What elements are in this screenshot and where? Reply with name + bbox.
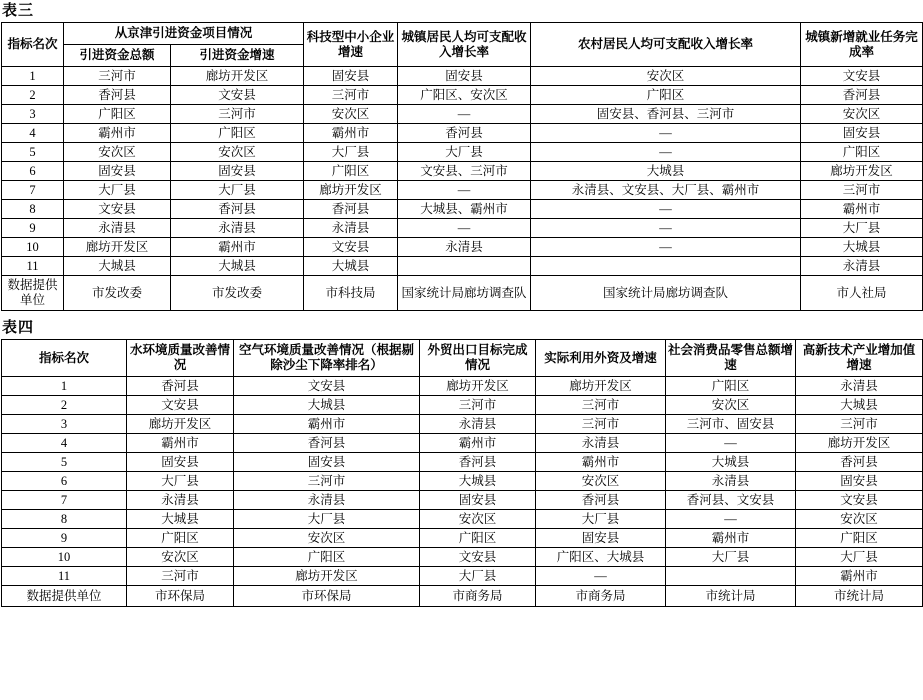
table-row (2, 472, 923, 491)
rank-cell: 4 (2, 434, 127, 453)
cell: — (536, 567, 666, 586)
cell: 安次区 (666, 396, 796, 415)
source-cell: 市环保局 (234, 586, 420, 607)
cell: 广阳区 (801, 143, 923, 162)
cell: 大城县 (127, 510, 234, 529)
source-cell: 市科技局 (304, 276, 398, 311)
cell: 大厂县 (420, 567, 536, 586)
cell: 大城县 (420, 472, 536, 491)
rank-cell: 10 (2, 548, 127, 567)
cell: 霸州市 (304, 124, 398, 143)
cell: 广阳区、大城县 (536, 548, 666, 567)
cell: 霸州市 (234, 415, 420, 434)
cell: 广阳区 (304, 162, 398, 181)
table-spacer (0, 311, 923, 317)
table-row (2, 124, 923, 143)
cell: 香河县 (801, 86, 923, 105)
rank-cell: 3 (2, 105, 64, 124)
table4-body (2, 377, 923, 607)
source-cell: 市统计局 (666, 586, 796, 607)
table-row (2, 181, 923, 200)
source-cell: 市人社局 (801, 276, 923, 311)
cell: 永清县 (796, 377, 923, 396)
cell: 廊坊开发区 (304, 181, 398, 200)
table-row (2, 162, 923, 181)
cell: 固安县 (420, 491, 536, 510)
rank-cell: 11 (2, 257, 64, 276)
table-row (2, 86, 923, 105)
cell: 廊坊开发区 (64, 238, 171, 257)
cell: 安次区 (801, 105, 923, 124)
cell: 霸州市 (64, 124, 171, 143)
cell: — (531, 124, 801, 143)
cell: 安次区 (127, 548, 234, 567)
cell: 三河市 (801, 181, 923, 200)
rank-cell: 2 (2, 86, 64, 105)
cell: 固安县 (171, 162, 304, 181)
cell: 三河市 (304, 86, 398, 105)
cell: — (531, 219, 801, 238)
cell: 安次区 (531, 67, 801, 86)
cell: 三河市 (420, 396, 536, 415)
cell: 大城县 (796, 396, 923, 415)
source-cell: 市商务局 (536, 586, 666, 607)
table3 (1, 22, 923, 311)
cell: — (666, 434, 796, 453)
table-row (2, 67, 923, 86)
table3-col-funding-total: 引进资金总额 (64, 45, 171, 67)
cell: 大厂县 (234, 510, 420, 529)
cell: 大城县 (171, 257, 304, 276)
document-page (0, 2, 923, 607)
rank-cell: 9 (2, 529, 127, 548)
table-row (2, 434, 923, 453)
cell: 霸州市 (420, 434, 536, 453)
table-row (2, 491, 923, 510)
cell: 永清县 (536, 434, 666, 453)
cell: 大厂县 (171, 181, 304, 200)
cell (531, 257, 801, 276)
cell: 霸州市 (801, 200, 923, 219)
cell: 大城县 (304, 257, 398, 276)
rank-cell: 8 (2, 200, 64, 219)
rank-cell: 5 (2, 453, 127, 472)
cell: 三河市 (64, 67, 171, 86)
cell: 文安县 (304, 238, 398, 257)
cell: 大厂县 (64, 181, 171, 200)
table4-col-fdi: 实际利用外资及增速 (536, 340, 666, 377)
table3-source-row (2, 276, 923, 311)
cell: 固安县 (801, 124, 923, 143)
cell: 三河市 (171, 105, 304, 124)
rank-cell: 7 (2, 491, 127, 510)
cell: 霸州市 (171, 238, 304, 257)
cell (666, 567, 796, 586)
cell: 大厂县 (127, 472, 234, 491)
cell: 大城县 (801, 238, 923, 257)
cell: 固安县 (796, 472, 923, 491)
cell: 廊坊开发区 (171, 67, 304, 86)
cell: — (398, 219, 531, 238)
cell: — (531, 238, 801, 257)
cell: 永清县 (171, 219, 304, 238)
rank-cell: 1 (2, 377, 127, 396)
cell: 广阳区 (127, 529, 234, 548)
cell: 永清县、文安县、大厂县、霸州市 (531, 181, 801, 200)
source-cell: 市统计局 (796, 586, 923, 607)
cell: 香河县 (398, 124, 531, 143)
cell: 永清县 (304, 219, 398, 238)
rank-cell: 3 (2, 415, 127, 434)
cell: 大城县、霸州市 (398, 200, 531, 219)
rank-cell: 2 (2, 396, 127, 415)
cell: 廊坊开发区 (420, 377, 536, 396)
cell: 霸州市 (127, 434, 234, 453)
cell: 香河县 (234, 434, 420, 453)
cell: 香河县 (304, 200, 398, 219)
cell: 永清县 (127, 491, 234, 510)
cell: 大城县 (666, 453, 796, 472)
cell: 廊坊开发区 (234, 567, 420, 586)
cell: 固安县 (127, 453, 234, 472)
cell: 广阳区 (64, 105, 171, 124)
cell: 三河市 (127, 567, 234, 586)
table-row (2, 396, 923, 415)
cell: 三河市 (234, 472, 420, 491)
table-row (2, 453, 923, 472)
table3-head (2, 23, 923, 67)
cell: 大厂县 (304, 143, 398, 162)
source-cell: 市环保局 (127, 586, 234, 607)
cell: 文安县 (420, 548, 536, 567)
cell: 文安县 (64, 200, 171, 219)
cell: 永清县 (234, 491, 420, 510)
table3-col-funding-growth: 引进资金增速 (171, 45, 304, 67)
cell: — (398, 181, 531, 200)
cell: 廊坊开发区 (796, 434, 923, 453)
rank-cell: 7 (2, 181, 64, 200)
cell: 广阳区 (666, 377, 796, 396)
cell: 文安县 (796, 491, 923, 510)
cell: 广阳区 (171, 124, 304, 143)
cell: 香河县 (536, 491, 666, 510)
cell: 三河市、固安县 (666, 415, 796, 434)
cell: 廊坊开发区 (801, 162, 923, 181)
table-row (2, 200, 923, 219)
cell: 大厂县 (801, 219, 923, 238)
cell: 香河县 (64, 86, 171, 105)
cell: 大厂县 (398, 143, 531, 162)
source-label: 数据提供单位 (2, 586, 127, 607)
cell: 廊坊开发区 (536, 377, 666, 396)
cell: 安次区 (64, 143, 171, 162)
cell: — (398, 105, 531, 124)
cell: 大厂县 (536, 510, 666, 529)
cell: 广阳区 (531, 86, 801, 105)
cell: 大厂县 (666, 548, 796, 567)
source-cell: 市发改委 (171, 276, 304, 311)
table-row (2, 219, 923, 238)
table4-caption: 表四 (2, 319, 35, 336)
table4-header-row (2, 340, 923, 377)
cell: 文安县 (171, 86, 304, 105)
cell: — (531, 143, 801, 162)
table3-header-row-1 (2, 23, 923, 45)
table4 (1, 339, 923, 607)
source-cell: 市发改委 (64, 276, 171, 311)
cell: 永清县 (64, 219, 171, 238)
cell: 安次区 (420, 510, 536, 529)
cell: 固安县、香河县、三河市 (531, 105, 801, 124)
cell: 固安县 (234, 453, 420, 472)
cell: 三河市 (536, 415, 666, 434)
cell: 安次区 (171, 143, 304, 162)
rank-cell: 6 (2, 472, 127, 491)
table4-col-retail: 社会消费品零售总额增速 (666, 340, 796, 377)
source-cell: 国家统计局廊坊调查队 (398, 276, 531, 311)
cell: 广阳区、安次区 (398, 86, 531, 105)
table-row (2, 143, 923, 162)
cell: 永清县 (398, 238, 531, 257)
cell: 大城县 (64, 257, 171, 276)
cell: — (666, 510, 796, 529)
table4-col-export: 外贸出口目标完成情况 (420, 340, 536, 377)
cell: 香河县、文安县 (666, 491, 796, 510)
cell: 广阳区 (420, 529, 536, 548)
table4-col-hightech: 高新技术产业增加值增速 (796, 340, 923, 377)
cell: — (531, 200, 801, 219)
cell: 永清县 (666, 472, 796, 491)
cell: 广阳区 (796, 529, 923, 548)
table-row (2, 510, 923, 529)
cell: 大厂县 (796, 548, 923, 567)
cell: 固安县 (64, 162, 171, 181)
table-row (2, 257, 923, 276)
table-row (2, 567, 923, 586)
cell: 香河县 (796, 453, 923, 472)
table4-head (2, 340, 923, 377)
table4-col-water: 水环境质量改善情况 (127, 340, 234, 377)
cell: 霸州市 (796, 567, 923, 586)
table3-caption: 表三 (2, 2, 35, 19)
source-cell: 国家统计局廊坊调查队 (531, 276, 801, 311)
table3-col-employment: 城镇新增就业任务完成率 (801, 23, 923, 67)
table4-col-air: 空气环境质量改善情况（根据剔除沙尘下降率排名） (234, 340, 420, 377)
cell: 文安县、三河市 (398, 162, 531, 181)
source-cell: 市商务局 (420, 586, 536, 607)
cell (398, 257, 531, 276)
table3-col-rank: 指标名次 (2, 23, 64, 67)
rank-cell: 5 (2, 143, 64, 162)
cell: 安次区 (536, 472, 666, 491)
cell: 香河县 (127, 377, 234, 396)
cell: 廊坊开发区 (127, 415, 234, 434)
cell: 三河市 (536, 396, 666, 415)
table-row (2, 105, 923, 124)
table4-col-rank: 指标名次 (2, 340, 127, 377)
table-row (2, 529, 923, 548)
table-row (2, 415, 923, 434)
cell: 文安县 (234, 377, 420, 396)
cell: 香河县 (420, 453, 536, 472)
rank-cell: 8 (2, 510, 127, 529)
table3-col-urban-income: 城镇居民人均可支配收入增长率 (398, 23, 531, 67)
table3-body (2, 67, 923, 311)
cell: 安次区 (796, 510, 923, 529)
table4-source-row (2, 586, 923, 607)
rank-cell: 1 (2, 67, 64, 86)
cell: 香河县 (171, 200, 304, 219)
cell: 霸州市 (666, 529, 796, 548)
cell: 文安县 (127, 396, 234, 415)
table3-col-rural-income: 农村居民人均可支配收入增长率 (531, 23, 801, 67)
cell: 固安县 (398, 67, 531, 86)
cell: 大城县 (531, 162, 801, 181)
cell: 固安县 (536, 529, 666, 548)
cell: 广阳区 (234, 548, 420, 567)
cell: 固安县 (304, 67, 398, 86)
cell: 大城县 (234, 396, 420, 415)
source-label: 数据提供单位 (2, 276, 64, 311)
cell: 永清县 (801, 257, 923, 276)
table3-col-funding: 从京津引进资金项目情况 (64, 23, 304, 45)
rank-cell: 4 (2, 124, 64, 143)
rank-cell: 9 (2, 219, 64, 238)
table-row (2, 548, 923, 567)
rank-cell: 6 (2, 162, 64, 181)
table-row (2, 377, 923, 396)
cell: 安次区 (234, 529, 420, 548)
cell: 三河市 (796, 415, 923, 434)
table3-col-tech-sme: 科技型中小企业增速 (304, 23, 398, 67)
rank-cell: 10 (2, 238, 64, 257)
rank-cell: 11 (2, 567, 127, 586)
cell: 永清县 (420, 415, 536, 434)
table-row (2, 238, 923, 257)
cell: 安次区 (304, 105, 398, 124)
cell: 霸州市 (536, 453, 666, 472)
cell: 文安县 (801, 67, 923, 86)
